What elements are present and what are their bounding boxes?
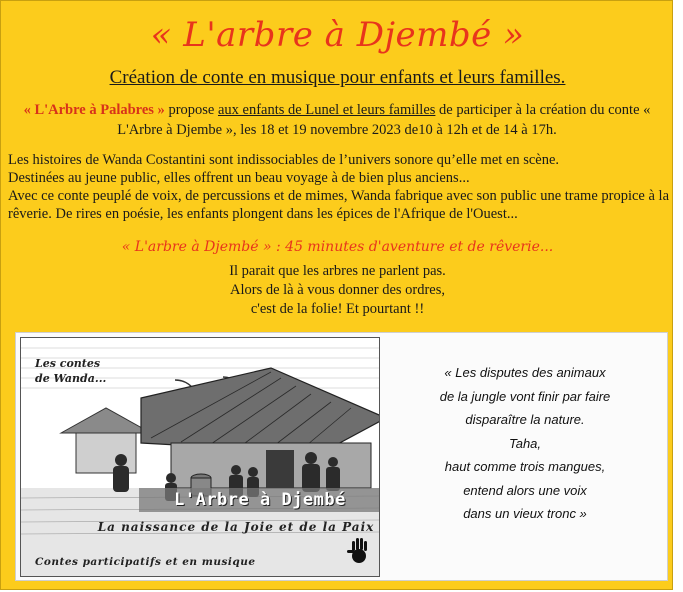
illustration-subtitle: La naissance de la Joie et de la Paix bbox=[97, 520, 375, 534]
description-paragraph bbox=[8, 151, 673, 223]
quote-line: entend alors une voix bbox=[463, 482, 587, 498]
description-line: Destinées au jeune public, elles offrent un beau voyage à de bien plus anciens... bbox=[8, 170, 470, 186]
page-title: « L'arbre à Djembé » bbox=[150, 15, 525, 55]
illustration-footer: Contes participatifs et en musique bbox=[35, 556, 256, 568]
poem-line: Alors de là à vous donner des ordres, bbox=[229, 282, 446, 298]
description-line: Les histoires de Wanda Costantini sont indissociables de l’univers sonore qu’elle met en scène. bbox=[8, 152, 560, 168]
intro-paragraph bbox=[7, 100, 667, 140]
quote-line: de la jungle vont finir par faire bbox=[439, 388, 611, 404]
audience-link[interactable]: aux enfants de Lunel et leurs familles bbox=[217, 102, 436, 118]
brand-name: « L'Arbre à Palabres » bbox=[23, 102, 165, 118]
quote-line: dans un vieux tronc » bbox=[463, 506, 587, 521]
illustration-title: L'Arbre à Djembé bbox=[174, 490, 346, 510]
description-line: Avec ce conte peuplé de voix, de percussions et de mimes, Wanda fabrique avec son public une trame propice à la rêverie. De rires en poésie, les enfants plongent dans les épices de l'Afrique de l'Ouest... bbox=[8, 188, 670, 222]
quote-line: disparaître la nature. bbox=[465, 412, 585, 427]
quote-line: Taha, bbox=[508, 435, 542, 451]
illustration-top-line: Les contes bbox=[35, 357, 101, 370]
poem bbox=[1, 262, 674, 319]
feature-panel bbox=[15, 332, 668, 581]
poem-line: Il parait que les arbres ne parlent pas. bbox=[229, 263, 446, 279]
poem-line: c'est de la folie! Et pourtant !! bbox=[250, 301, 425, 317]
quote-line: haut comme trois mangues, bbox=[444, 459, 606, 474]
illustration-top-text bbox=[35, 356, 106, 386]
page-subtitle: Création de conte en musique pour enfants et leurs familles. bbox=[109, 67, 566, 88]
tagline: « L'arbre à Djembé » : 45 minutes d'aventure et de rêverie... bbox=[121, 239, 554, 255]
intro-text-2: de participer à la création du conte « L'Arbre à Djembe », les 18 et 19 novembre 2023 de10 à 12h et de 14 à 17h. bbox=[117, 102, 651, 138]
quote-line: « Les disputes des animaux bbox=[444, 365, 606, 380]
story-illustration bbox=[20, 337, 380, 577]
illustration-top-line: de Wanda... bbox=[35, 372, 107, 385]
story-quote bbox=[388, 361, 662, 526]
intro-text-1: propose bbox=[164, 102, 218, 118]
